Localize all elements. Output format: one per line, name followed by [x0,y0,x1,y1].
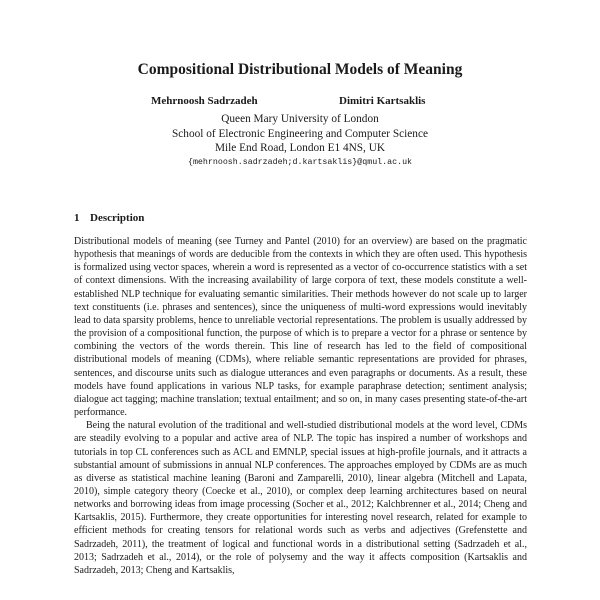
paper-title: Compositional Distributional Models of Meaning [137,61,463,78]
author-email: {mehrnoosh.sadrzadeh;d.kartsaklis}@qmul.ac.uk [187,157,413,167]
author-name: Dimitri Kartsaklis [339,95,426,107]
section-heading [74,212,144,224]
affiliation-institution: Queen Mary University of London [221,113,379,125]
affiliation-block [0,112,600,170]
body-paragraph: Distributional models of meaning (see Turney and Pantel (2010) for an overview) are based on the pragmatic hypothesis that meanings of words are deducible from the contexts in which they are often used. This hypothesis is formalized using vector spaces, wherein a word is represented as a vector of co-occurrence statistics with a set of context dimensions. With the increasing availability of large corpora of text, these models constitute a well-established NLP technique for evaluating semantic similarities. Their methods however do not scale up to larger text constituents (i.e. phrases and sentences), since the uniqueness of multi-word expressions would inevitably lead to data sparsity problems, hence to unreliable vectorial representations. The problem is usually addressed by the provision of a compositional function, the purpose of which is to prepare a vector for a phrase or sentence by combining the vectors of the words therein. This line of research has led to the field of compositional distributional models of meaning (CDMs), where reliable semantic representations are provided for phrases, sentences, and discourse units such as dialogue utterances and even paragraphs or documents. As a result, these models have found applications in various NLP tasks, for example paraphrase detection; sentiment analysis; dialogue act tagging; machine translation; textual entailment; and so on, in many cases presenting state-of-the-art performance. [74,236,527,419]
body-paragraph: Being the natural evolution of the traditional and well-studied distributional models at the word level, CDMs are steadily evolving to a popular and active area of NLP. The topic has inspired a number of workshops and tutorials in top CL conferences such as ACL and EMNLP, special issues at high-profile journals, and it attracts a substantial amount of submissions in annual NLP conferences. The approaches employed by CDMs are as much as diverse as statistical machine leaning (Baroni and Zamparelli, 2010), linear algebra (Mitchell and Lapata, 2010), simple category theory (Coecke et al., 2010), or complex deep learning architectures based on neural networks and borrowing ideas from image processing (Socher et al., 2012; Kalchbrenner et al., 2014; Cheng and Kartsaklis, 2015). Furthermore, they create opportunities for interesting novel research, related for example to efficient methods for creating tensors for relational words such as verbs and adjectives (Grefenstette and Sadrzadeh, 2011), the treatment of logical and functional words in a distributional setting (Sadrzadeh et al., 2013; Sadrzadeh et al., 2014), or the role of polysemy and the way it affects composition (Kartsaklis and Sadrzadeh, 2013; Cheng and Kartsaklis, [74,420,527,576]
section-body [74,235,527,577]
affiliation-school: School of Electronic Engineering and Computer Science [172,127,428,140]
affiliation-address: Mile End Road, London E1 4NS, UK [214,142,386,154]
author-name: Mehrnoosh Sadrzadeh [151,95,258,107]
section-number: 1 [74,212,80,224]
section-title: Description [90,212,145,224]
